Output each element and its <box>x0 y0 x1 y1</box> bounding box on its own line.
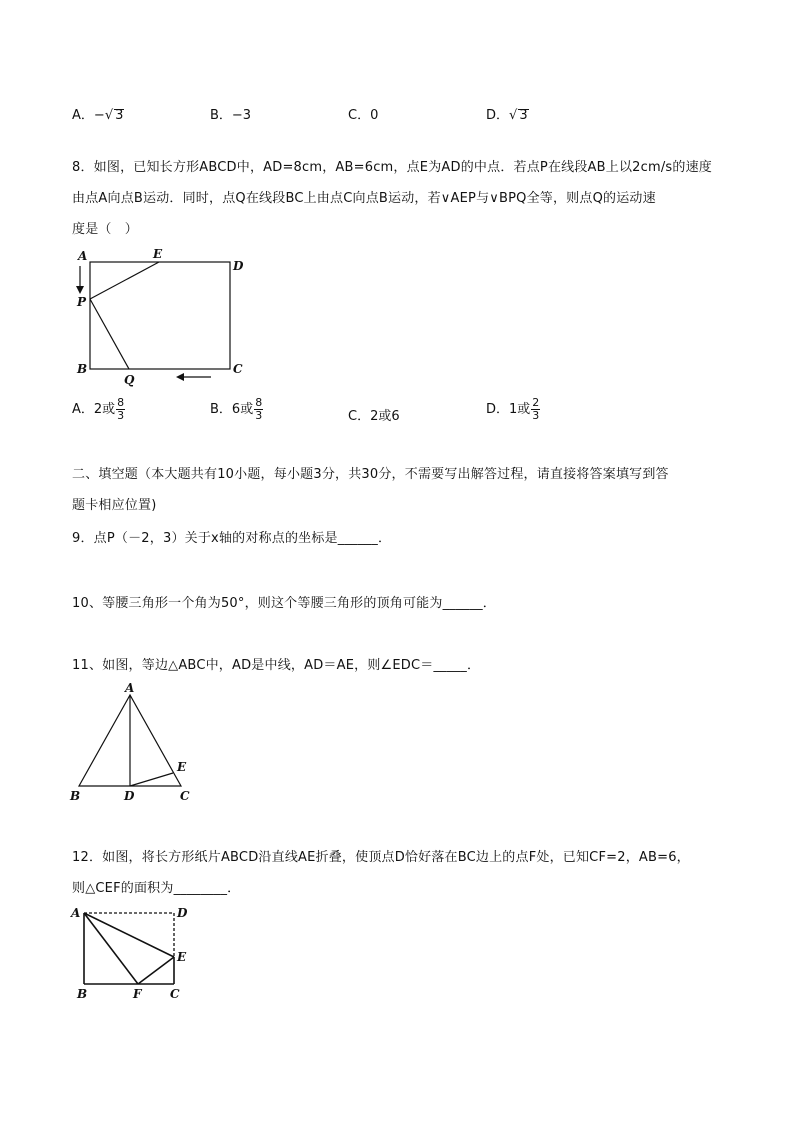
q9-text: 9．点P（－2，3）关于x轴的对称点的坐标是______． <box>72 531 392 546</box>
q8-label-d: D <box>233 259 244 273</box>
q7-option-a-radicand: 3 <box>115 108 124 123</box>
q11-label-e: E <box>177 760 187 774</box>
q11-label-c: C <box>180 789 190 803</box>
q8-label-q: Q <box>124 373 135 387</box>
q11-label-d: D <box>124 789 135 803</box>
fraction-denominator: 3 <box>532 409 540 422</box>
q7-option-d-label: D． <box>486 108 510 123</box>
q8-text-line-1: 8．如图，已知长方形ABCD中，AD=8cm，AB=6cm，点E为AD的中点．若点P在线段AB上以2cm/s的速度 <box>72 160 713 175</box>
q8-option-d-label: D．1或 <box>486 402 531 417</box>
q12-label-a: A <box>71 906 81 920</box>
fraction-numerator: 8 <box>255 396 263 409</box>
q10-text: 10、等腰三角形一个角为50°，则这个等腰三角形的顶角可能为______． <box>72 596 496 611</box>
q7-option-a-label: A． <box>72 108 94 123</box>
q12-label-b: B <box>77 987 88 1001</box>
q7-option-c: C．0 <box>348 108 379 123</box>
q7-option-b: B．−3 <box>210 108 252 123</box>
segment-af <box>84 913 138 984</box>
q8-text-line-2: 由点A向点B运动．同时，点Q在线段BC上由点C向点B运动，若∨AEP与∨BPQ全等，则点Q的运动速 <box>72 191 656 206</box>
q8-label-e: E <box>153 247 163 261</box>
q11-label-a: A <box>125 681 135 695</box>
q12-label-e: E <box>177 950 187 964</box>
q8-option-a-label: A．2或 <box>72 402 116 417</box>
q11-text: 11、如图，等边△ABC中，AD是中线，AD＝AE，则∠EDC＝_____． <box>72 658 481 673</box>
q12-label-d: D <box>177 906 188 920</box>
q8-option-c: C．2或6 <box>348 409 400 424</box>
q8-text-line-3: 度是（ ） <box>72 222 139 237</box>
sqrt-symbol: √ <box>104 108 114 123</box>
sqrt-symbol: √ <box>509 108 518 123</box>
segment-fe <box>138 957 174 984</box>
section2-heading-line-2: 题卡相应位置) <box>72 498 157 513</box>
fraction-numerator: 8 <box>117 396 125 409</box>
fraction-denominator: 3 <box>255 409 263 422</box>
fraction-denominator: 3 <box>117 409 125 422</box>
q12-label-f: F <box>133 987 142 1001</box>
q8-label-b: B <box>77 362 88 376</box>
q8-label-a: A <box>78 249 88 263</box>
fraction-numerator: 2 <box>532 396 540 409</box>
q11-label-b: B <box>70 789 81 803</box>
section2-heading-line-1: 二、填空题（本大题共有10小题，每小题3分，共30分，不需要写出解答过程，请直接将答案填写到答 <box>72 467 669 482</box>
q12-text-line-1: 12．如图，将长方形纸片ABCD沿直线AE折叠，使顶点D恰好落在BC边上的点F处，已知CF=2，AB=6， <box>72 850 690 865</box>
q7-option-d-radicand: 3 <box>519 108 528 123</box>
q12-label-c: C <box>170 987 180 1001</box>
q7-option-a-sign: − <box>93 108 105 123</box>
q8-label-c: C <box>233 362 243 376</box>
q8-label-p: P <box>77 295 87 309</box>
q8-option-b-label: B．6或 <box>210 402 254 417</box>
q12-text-line-2: 则△CEF的面积为________． <box>72 881 241 896</box>
fold-line-ae <box>84 913 174 957</box>
